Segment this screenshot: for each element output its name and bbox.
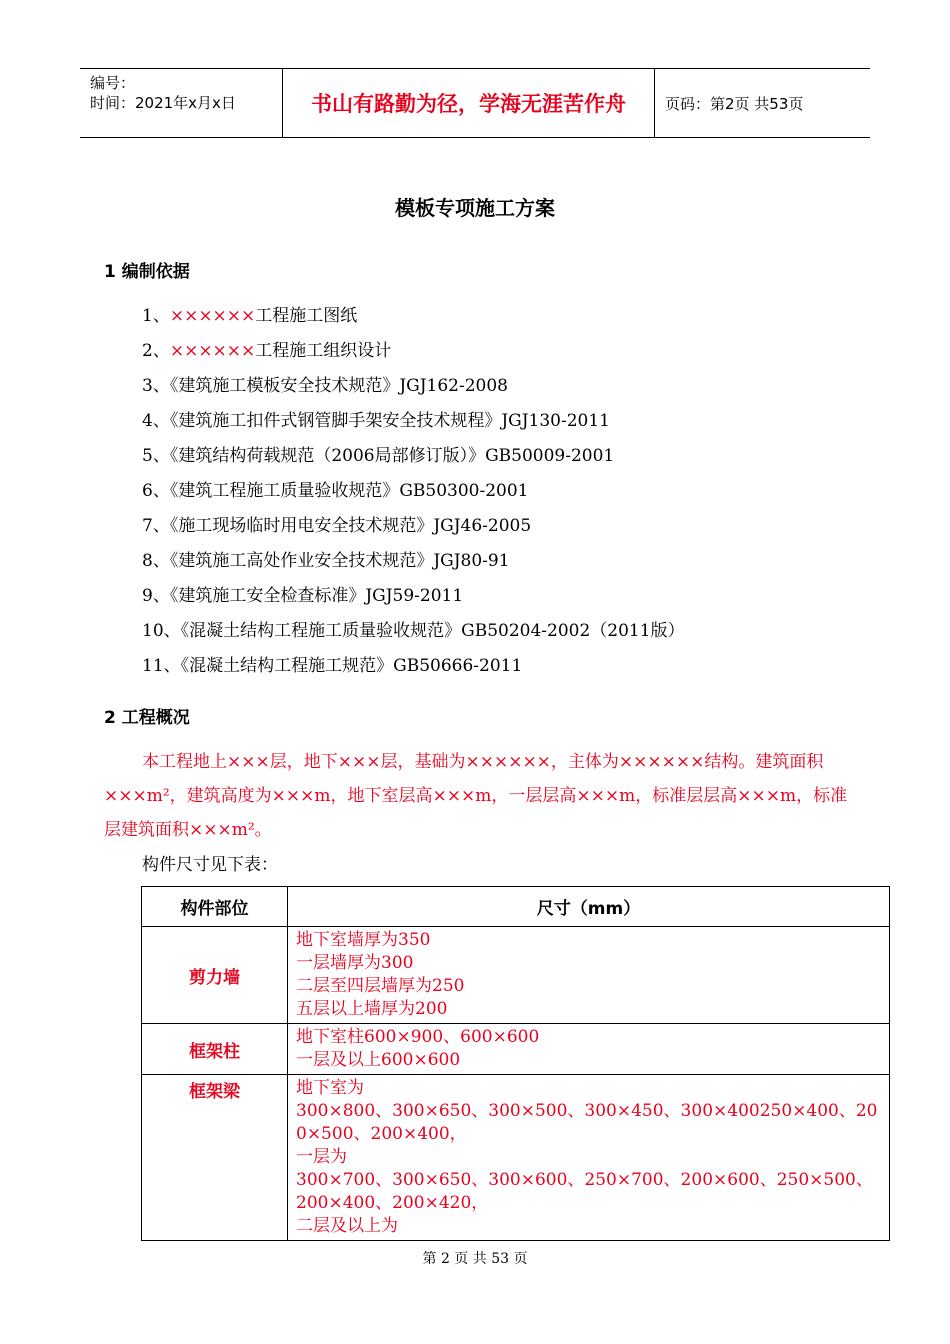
reference-item [142,512,685,547]
size-line: 五层以上墙厚为200 [296,999,448,1019]
size-line: 300×700、300×650、300×600、250×700、200×600、250×500、200×400、200×420， [296,1170,873,1213]
reference-number: 9、 [142,586,170,606]
size-line: 地下室为 [296,1078,364,1098]
reference-text: 《建筑施工安全检查标准》JGJ59-2011 [169,586,464,606]
reference-number: 10、 [142,621,181,641]
reference-item [142,442,685,477]
reference-item [142,617,685,652]
table-caption: 构件尺寸见下表： [142,855,278,875]
reference-text: 工程施工组织设计 [255,341,392,361]
document-title: 模板专项施工方案 [395,196,555,220]
reference-text: 《混凝土结构工程施工质量验收规范》GB50204-2002（2011版） [180,621,685,641]
size-line: 二层至四层墙厚为250 [296,976,465,996]
reference-text: 《建筑施工高处作业安全技术规范》JGJ80-91 [169,551,510,571]
reference-item [142,652,685,687]
component-part-cell: 框架柱 [142,1024,288,1075]
reference-number: 6、 [142,481,170,501]
reference-number: 7、 [142,516,170,536]
reference-number: 8、 [142,551,170,571]
reference-text: 《建筑施工模板安全技术规范》JGJ162-2008 [169,376,508,396]
header-motto: 书山有路勤为径，学海无涯苦作舟 [282,69,655,137]
reference-number: 4、 [142,411,170,431]
table-row [142,927,890,1024]
reference-number: 3、 [142,376,170,396]
overview-text: 本工程地上×××层，地下×××层，基础为××××××，主体为××××××结构。建筑面积×××m²，建筑高度为×××m，地下室层高×××m，一层层高×××m，标准层层高×××m，标准层建筑面积×××m²。 [104,752,848,840]
table-row [142,1075,890,1241]
reference-text: 《建筑施工扣件式钢管脚手架安全技术规程》JGJ130-2011 [169,411,610,431]
reference-text: 《施工现场临时用电安全技术规范》JGJ46-2005 [169,516,532,536]
component-size-cell [288,1075,890,1241]
overview-paragraph [104,745,850,847]
reference-item [142,337,685,372]
reference-number: 2、 [142,341,170,361]
section-heading-overview: 2 工程概况 [104,708,190,728]
section-heading-basis: 1 编制依据 [104,262,190,282]
reference-text: 工程施工图纸 [255,306,358,326]
size-line: 一层为 [296,1147,347,1167]
reference-list [142,302,685,687]
size-line: 一层及以上600×600 [296,1050,461,1070]
component-size-table [141,886,890,1241]
reference-number: 5、 [142,446,170,466]
component-size-cell [288,927,890,1024]
reference-text: 《建筑结构荷载规范（2006局部修订版）》GB50009-2001 [169,446,615,466]
reference-item [142,302,685,337]
table-row [142,1024,890,1075]
reference-item [142,407,685,442]
doc-date: 时间：2021年x月x日 [90,94,236,112]
reference-item [142,582,685,617]
reference-text: 《混凝土结构工程施工规范》GB50666-2011 [180,656,523,676]
header-page-info: 页码：第2页 共53页 [665,94,804,113]
header-meta [80,69,282,137]
page-header [80,68,870,138]
size-line: 地下室墙厚为350 [296,930,431,950]
column-header-size: 尺寸（mm） [288,887,890,927]
reference-item [142,477,685,512]
reference-number: 1、 [142,306,170,326]
reference-placeholder: ×××××× [169,306,256,326]
doc-number: 编号： [90,74,136,92]
reference-number: 11、 [142,656,181,676]
size-line: 地下室柱600×900、600×600 [296,1027,540,1047]
size-line: 300×800、300×650、300×500、300×450、300×400250×400、200×500、200×400， [296,1101,878,1144]
table-header-row [142,887,890,927]
column-header-part: 构件部位 [142,887,288,927]
component-part-cell: 剪力墙 [142,927,288,1024]
reference-item [142,547,685,582]
reference-text: 《建筑工程施工质量验收规范》GB50300-2001 [169,481,529,501]
page-footer: 第 2 页 共 53 页 [422,1251,528,1267]
reference-item [142,372,685,407]
component-size-cell [288,1024,890,1075]
component-part-cell: 框架梁 [142,1075,288,1241]
reference-placeholder: ×××××× [169,341,256,361]
size-line: 二层及以上为 [296,1216,398,1236]
size-line: 一层墙厚为300 [296,953,414,973]
